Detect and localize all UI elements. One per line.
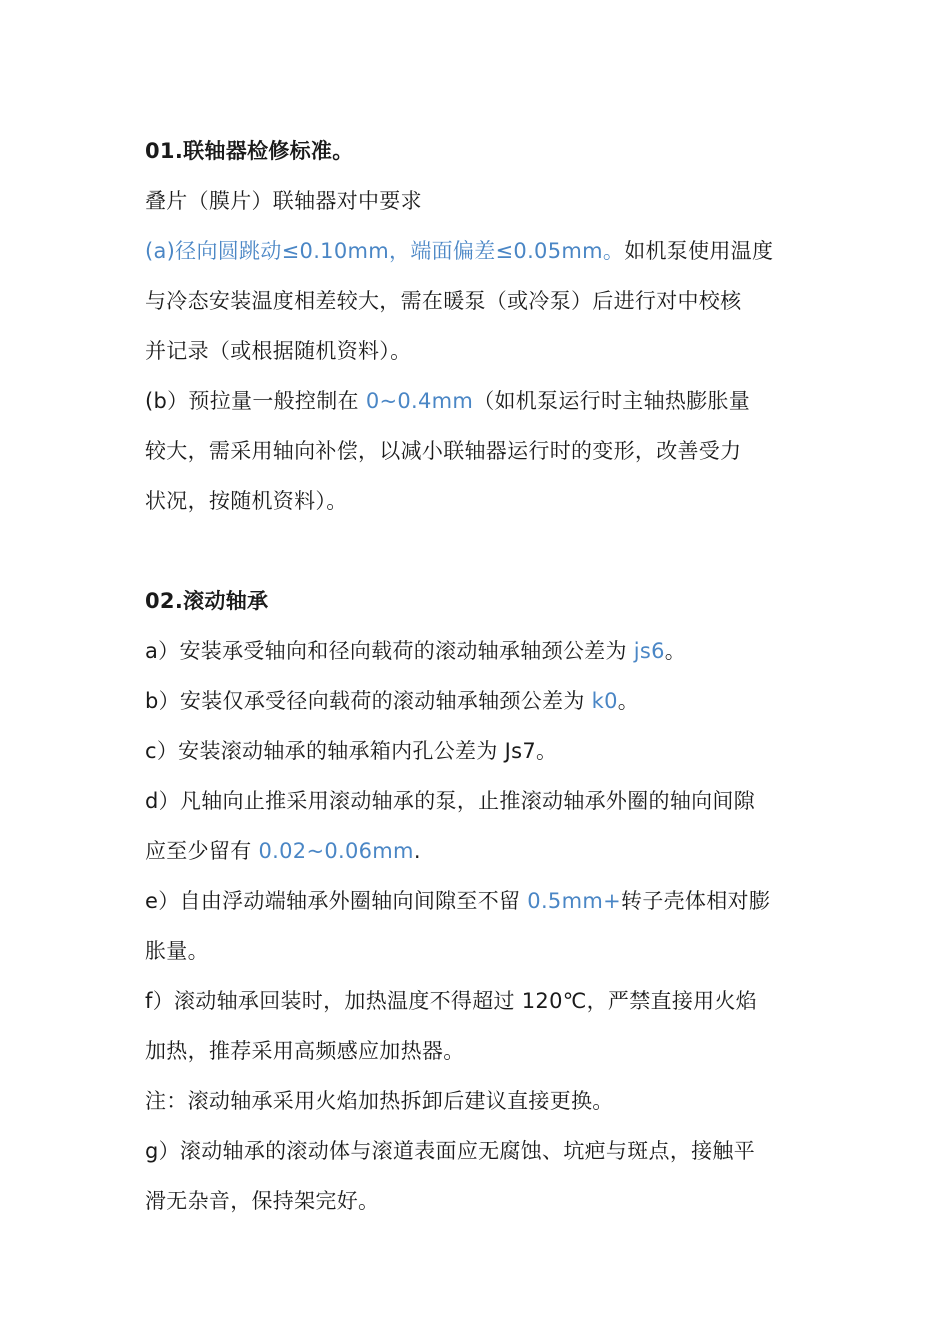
bearing-item-d-line-1: d）凡轴向止推采用滚动轴承的泵，止推滚动轴承外圈的轴向间隙 <box>145 789 756 813</box>
body-text: b）安装仅承受径向载荷的滚动轴承轴颈公差为 <box>145 689 592 713</box>
document-body <box>145 126 815 1226</box>
body-text: 。 <box>664 639 687 663</box>
bearing-note: 注：滚动轴承采用火焰加热拆卸后建议直接更换。 <box>145 1089 614 1113</box>
bearing-item-e-line-1 <box>145 876 815 926</box>
body-text: 应至少留有 <box>145 839 259 863</box>
body-text: （如机泵运行时主轴热膨胀量 <box>473 389 751 413</box>
highlighted-text: k0 <box>591 689 618 713</box>
body-text: e）自由浮动端轴承外圈轴向间隙至不留 <box>145 889 528 913</box>
item-b-line-3: 状况，按随机资料）。 <box>145 489 348 513</box>
bearing-item-g-line-1: g）滚动轴承的滚动体与滚道表面应无腐蚀、坑疤与斑点，接触平 <box>145 1139 756 1163</box>
highlighted-text: js6 <box>633 639 665 663</box>
item-b-line-2: 较大，需采用轴向补偿，以减小联轴器运行时的变形，改善受力 <box>145 439 742 463</box>
bearing-item-c: c）安装滚动轴承的轴承箱内孔公差为 Js7。 <box>145 739 558 763</box>
body-text: 如机泵使用温度 <box>624 239 774 263</box>
highlighted-text: 0~0.4mm <box>365 389 474 413</box>
body-text: 转子壳体相对膨 <box>621 889 771 913</box>
body-text: . <box>413 839 421 863</box>
highlighted-text: 0.5mm+ <box>527 889 622 913</box>
bearing-item-f-line-1: f）滚动轴承回装时，加热温度不得超过 120℃，严禁直接用火焰 <box>145 989 758 1013</box>
body-text: 。 <box>617 689 640 713</box>
bearing-item-a <box>145 626 815 676</box>
item-a-line-1 <box>145 226 815 276</box>
bearing-item-d-line-2 <box>145 826 815 876</box>
bearing-item-f-line-2: 加热，推荐采用高频感应加热器。 <box>145 1039 465 1063</box>
section-1-subtitle: 叠片（膜片）联轴器对中要求 <box>145 189 422 213</box>
section-1-heading: 01.联轴器检修标准。 <box>145 139 354 163</box>
highlighted-text: (a)径向圆跳动≤0.10mm，端面偏差≤0.05mm。 <box>145 239 625 263</box>
highlighted-text: 0.02~0.06mm <box>258 839 414 863</box>
body-text: (b）预拉量一般控制在 <box>145 389 366 413</box>
item-a-line-3: 并记录（或根据随机资料）。 <box>145 339 412 363</box>
bearing-item-g-line-2: 滑无杂音，保持架完好。 <box>145 1189 380 1213</box>
body-text: a）安装承受轴向和径向载荷的滚动轴承轴颈公差为 <box>145 639 634 663</box>
item-b-line-1 <box>145 376 815 426</box>
bearing-item-e-line-2: 胀量。 <box>145 939 209 963</box>
item-a-line-2: 与冷态安装温度相差较大，需在暖泵（或冷泵）后进行对中校核 <box>145 289 742 313</box>
section-2-heading: 02.滚动轴承 <box>145 589 269 613</box>
bearing-item-b <box>145 676 815 726</box>
section-spacer <box>145 526 815 576</box>
